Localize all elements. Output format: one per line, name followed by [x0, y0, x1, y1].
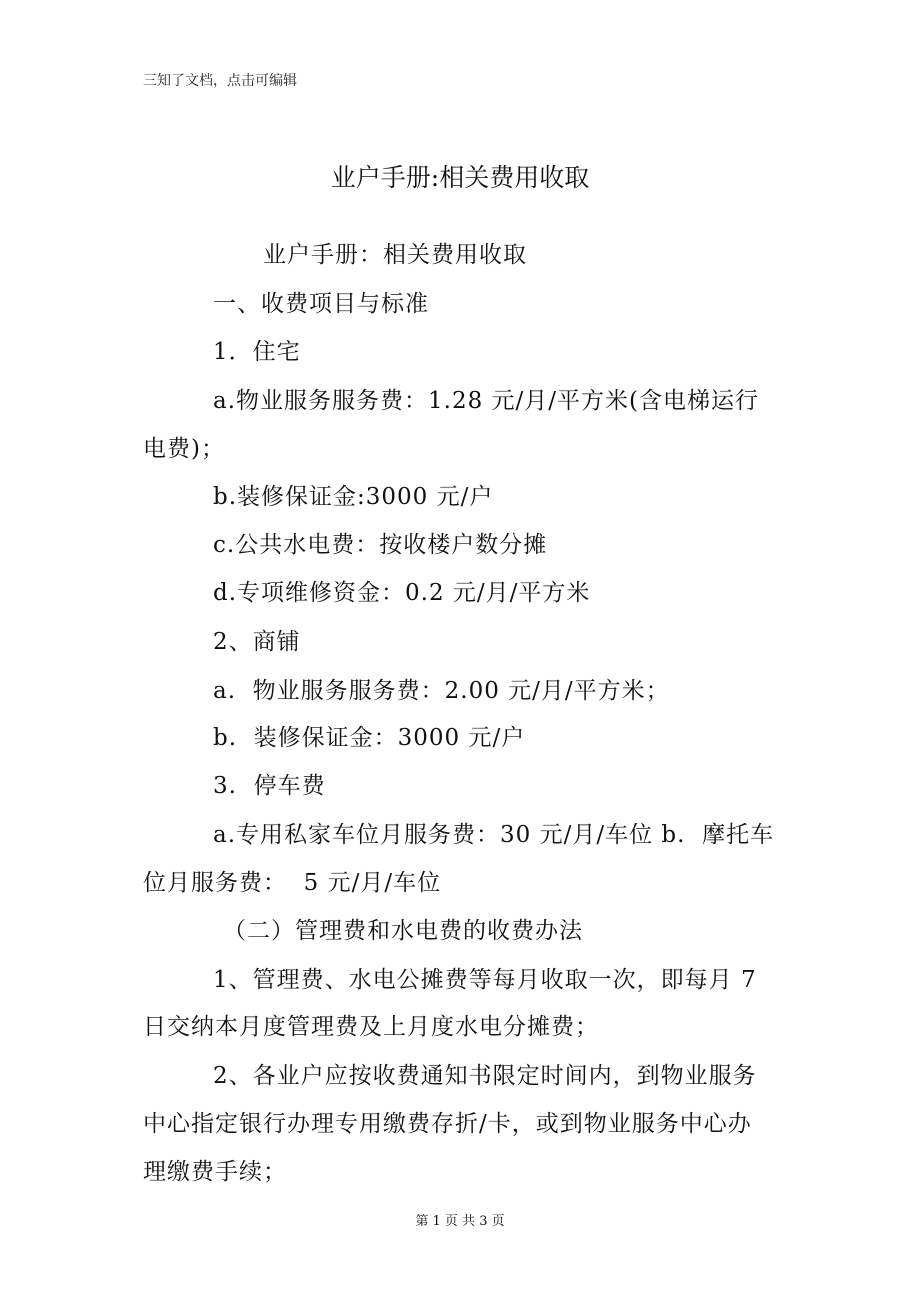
paragraph-line: 电费)； [143, 436, 225, 462]
paragraph-line: 理缴费手续； [143, 1159, 287, 1185]
item-heading: 3. 停车费 [213, 773, 326, 799]
item-heading: 2、商铺 [213, 629, 301, 655]
paragraph-line: b.装修保证金:3000 元/户 [213, 484, 494, 510]
paragraph-line: 位月服务费： 5 元/月/车位 [143, 870, 442, 896]
header-note[interactable]: 三知了文档，点击可编辑 [143, 73, 297, 89]
item-heading: 1．住宅 [213, 339, 301, 365]
paragraph-line: a.物业服务服务费：1.28 元/月/平方米(含电梯运行 [213, 388, 760, 414]
paragraph-line: 中心指定银行办理专用缴费存折/卡，或到物业服务中心办 [143, 1111, 752, 1137]
section-heading: （二）管理费和水电费的收费办法 [223, 918, 583, 944]
paragraph-line: 日交纳本月度管理费及上月度水电分摊费； [143, 1014, 599, 1040]
paragraph-line: 1、管理费、水电公摊费等每月收取一次，即每月 7 [213, 967, 757, 993]
subtitle: 业户手册：相关费用收取 [263, 242, 527, 268]
paragraph-line: 2、各业户应按收费通知书限定时间内，到物业服务 [213, 1063, 757, 1089]
paragraph-line: a. 物业服务服务费：2.00 元/月/平方米； [213, 678, 670, 704]
document-title: 业户手册:相关费用收取 [330, 163, 590, 192]
page-number: 第 1 页 共 3 页 [415, 1214, 505, 1229]
section-heading: 一、收费项目与标准 [213, 291, 429, 317]
paragraph-line: d.专项维修资金：0.2 元/月/平方米 [213, 580, 591, 606]
paragraph-line: c.公共水电费：按收楼户数分摊 [213, 532, 548, 558]
paragraph-line: a.专用私家车位月服务费：30 元/月/车位 b. 摩托车 [213, 822, 775, 848]
paragraph-line: b. 装修保证金：3000 元/户 [213, 725, 526, 751]
